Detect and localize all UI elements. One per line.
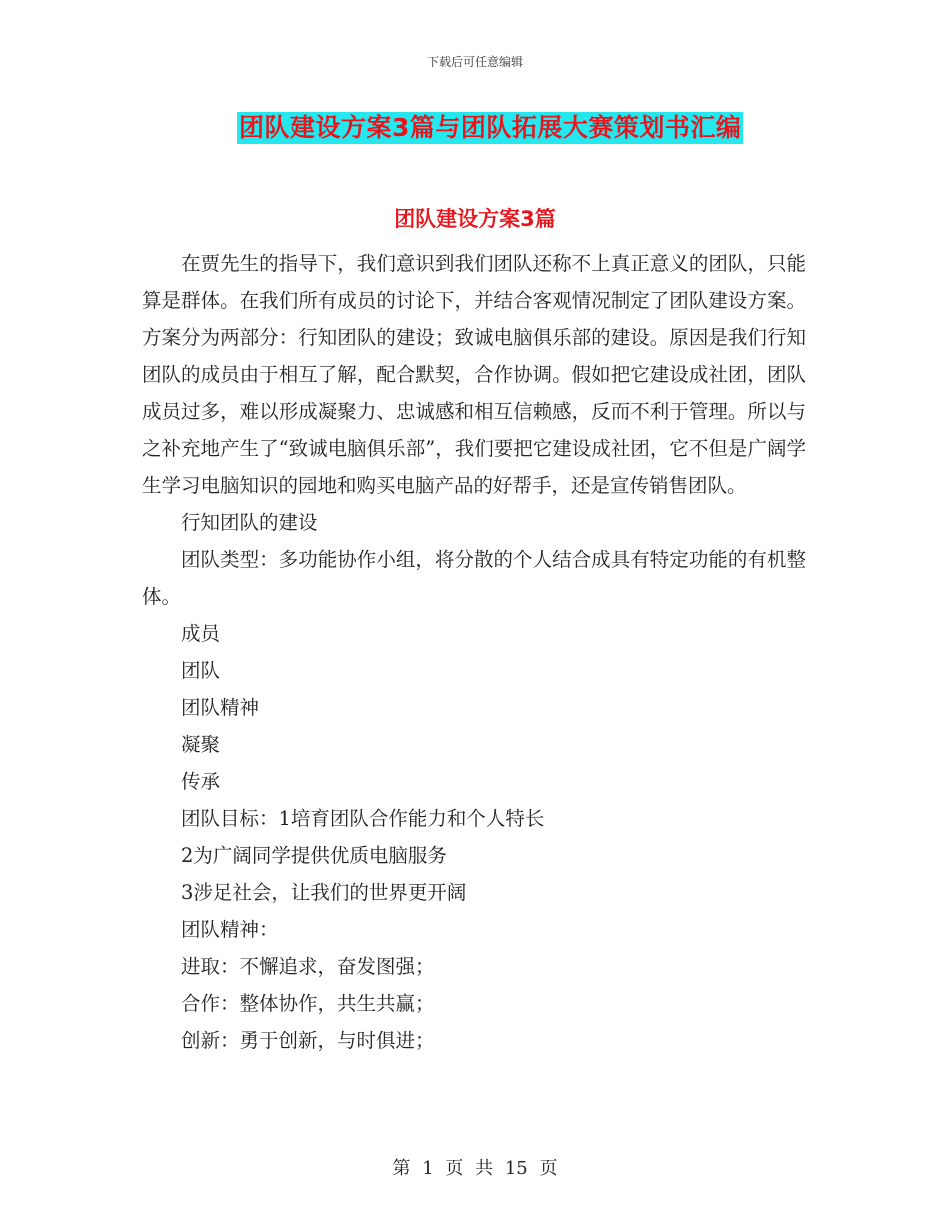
goal-item: 2为广阔同学提供优质电脑服务 (181, 844, 447, 867)
keyword-item: 凝聚 (181, 733, 221, 756)
keyword-item: 团队精神 (181, 696, 260, 719)
section-heading: 行知团队的建设 (181, 511, 318, 534)
goal-item: 团队目标：1培育团队合作能力和个人特长 (181, 807, 545, 830)
section-title: 团队建设方案3篇 (394, 207, 556, 231)
keyword-item: 传承 (181, 770, 221, 793)
header-note: 下载后可任意编辑 (426, 55, 523, 69)
intro-paragraph: 在贾先生的指导下，我们意识到我们团队还称不上真正意义的团队，只能算是群体。在我们所有成员的讨论下，并结合客观情况制定了团队建设方案。方案分为两部分：行知团队的建设；致诚电脑俱乐部的建设。原因是我们行知团队的成员由于相互了解，配合默契，合作协调。假如把它建设成社团，团队成员过多，难以形成凝聚力、忠诚感和相互信赖感，反而不利于管理。所以与之补充地产生了“致诚电脑俱乐部”，我们要把它建设成社团，它不但是广阔学生学习电脑知识的园地和购买电脑产品的好帮手，还是宣传销售团队。 (142, 252, 806, 497)
document-body (142, 245, 806, 1059)
document-title: 团队建设方案3篇与团队拓展大赛策划书汇编 (239, 113, 742, 142)
keyword-item: 团队 (181, 659, 221, 682)
keyword-item: 成员 (181, 622, 221, 645)
spirit-item: 合作：整体协作，共生共赢； (181, 992, 435, 1015)
goal-item: 3涉足社会，让我们的世界更开阔 (181, 881, 467, 904)
spirit-heading: 团队精神： (181, 918, 279, 941)
team-type-paragraph: 团队类型：多功能协作小组，将分散的个人结合成具有特定功能的有机整体。 (142, 548, 806, 608)
spirit-item: 进取：不懈追求，奋发图强； (181, 955, 435, 978)
page-number: 第 1 页 共 15 页 (392, 1158, 558, 1179)
spirit-item: 创新：勇于创新，与时俱进； (181, 1029, 435, 1052)
